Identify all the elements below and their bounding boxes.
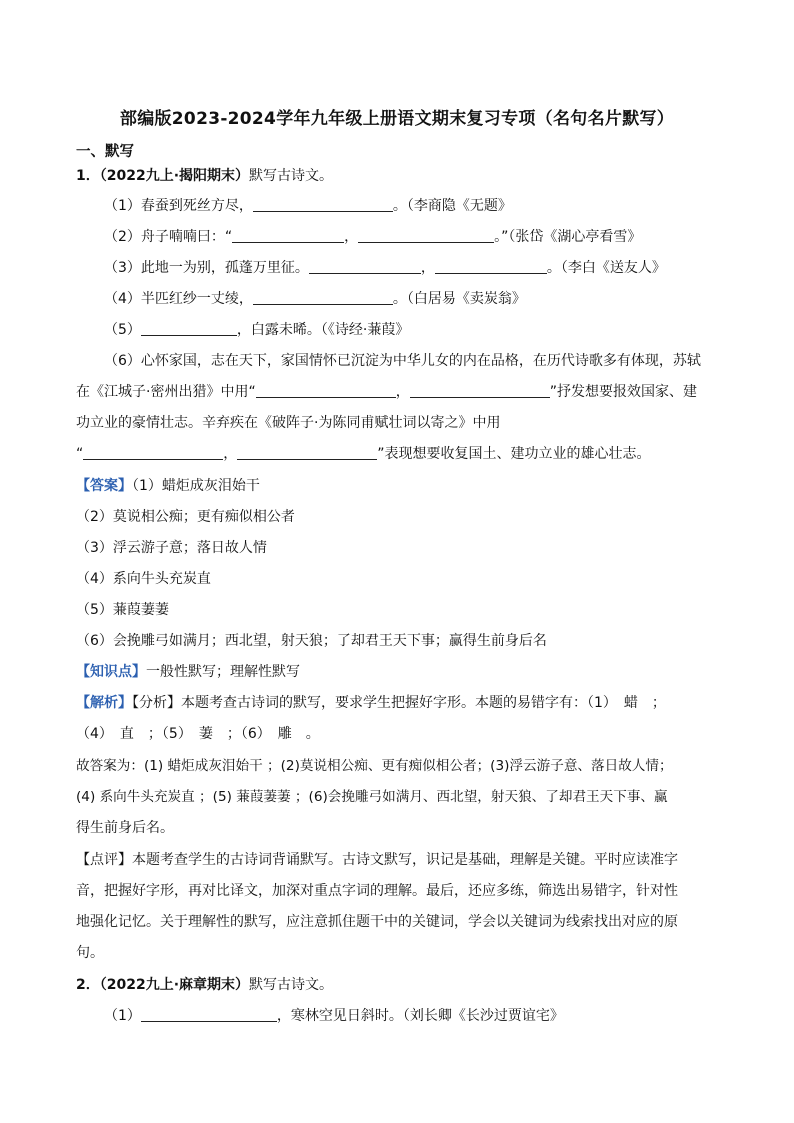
item-text: （1）春蚕到死丝方尽， — [104, 198, 253, 214]
knowledge-point — [76, 662, 300, 682]
question-prompt: 默写古诗文。 — [249, 168, 334, 184]
answer-line-1 — [76, 476, 260, 496]
item-text: 。（李白《送友人》 — [546, 260, 666, 276]
conclusion-line-1: 故答案为：(1) 蜡炬成灰泪始干 ；(2)莫说相公痴、更有痴似相公者；(3)浮云游子意、落日故人情； — [76, 758, 673, 774]
answer-line-2: （2）莫说相公痴；更有痴似相公者 — [76, 509, 295, 525]
analysis-tag: 【解析】 — [76, 695, 132, 711]
item-text: （4）半匹红纱一丈绫， — [104, 291, 253, 307]
q1-item-5 — [104, 320, 409, 340]
analysis-line-1 — [76, 693, 666, 713]
answer-blank[interactable] — [410, 383, 550, 398]
answer-tag: 【答案】 — [76, 478, 132, 494]
answer-blank[interactable] — [435, 259, 547, 274]
question-number: 2． — [76, 977, 100, 993]
q1-item-1 — [104, 196, 512, 216]
item-text: ， — [420, 260, 435, 276]
item-text: ， — [344, 229, 359, 245]
comment-line-3: 地强化记忆。关于理解性的默写，应注意抓住题干中的关键词，学会以关键词为线索找出对应的原 — [76, 914, 678, 930]
item-text: ， — [223, 446, 238, 462]
item-text: （3）此地一为别，孤蓬万里征。 — [104, 260, 309, 276]
item-text: 。”（张岱《湖心亭看雪》 — [494, 229, 642, 245]
question-number: 1． — [76, 168, 100, 184]
q1-item-4 — [104, 289, 526, 309]
page-title: 部编版2023-2024学年九年级上册语文期末复习专项（名句名片默写） — [119, 109, 675, 129]
q1-item-3 — [104, 258, 666, 278]
question-1-header — [76, 166, 333, 186]
answer-blank[interactable] — [237, 445, 377, 460]
item-text: （2）舟子喃喃曰：“ — [104, 229, 233, 245]
knowledge-tag: 【知识点】 — [76, 664, 146, 680]
item-text: ，白露未晞。（《诗经·蒹葭》 — [236, 322, 410, 338]
answer-blank[interactable] — [83, 445, 223, 460]
item-text: ”表现想要收复国土、建功立业的雄心壮志。 — [377, 446, 651, 462]
answer-blank[interactable] — [256, 383, 396, 398]
question-prompt: 默写古诗文。 — [249, 977, 334, 993]
conclusion-line-3: 得生前身后名。 — [76, 820, 174, 836]
question-2-header — [76, 975, 333, 995]
item-text: ，寒林空见日斜时。（刘长卿《长沙过贾谊宅》 — [276, 1008, 564, 1024]
q1-item-6-line-1: （6）心怀家国，志在天下，家国情怀已沉淀为中华儿女的内在品格，在历代诗歌多有体现，苏轼 — [104, 353, 701, 369]
answer-blank[interactable] — [309, 259, 421, 274]
q1-item-6-line-2 — [76, 382, 697, 402]
answer-text: （1）蜡炬成灰泪始干 — [132, 478, 260, 494]
q2-item-1 — [104, 1006, 564, 1026]
item-text: （1） — [104, 1008, 141, 1024]
answer-line-4: （4）系向牛头充炭直 — [76, 571, 211, 587]
question-source: （2022九上·麻章期末） — [99, 977, 250, 993]
item-text: ”抒发想要报效国家、建 — [549, 384, 697, 400]
q1-item-6-line-4 — [76, 444, 651, 464]
answer-line-3: （3）浮云游子意；落日故人情 — [76, 540, 267, 556]
answer-blank[interactable] — [141, 1007, 277, 1022]
comment-line-4: 句。 — [76, 945, 104, 961]
analysis-text: 【分析】本题考查古诗词的默写，要求学生把握好字形。本题的易错字有：（1） 蜡 ； — [132, 695, 666, 711]
q1-item-6-line-3: 功立业的豪情壮志。辛弃疾在《破阵子·为陈同甫赋壮词以寄之》中用 — [76, 415, 501, 431]
item-text: 。（白居易《卖炭翁》 — [392, 291, 526, 307]
answer-blank[interactable] — [358, 228, 494, 243]
analysis-line-2: （4） 直 ；（5） 萋 ；（6） 雕 。 — [76, 726, 320, 742]
comment-line-2: 音，把握好字形，再对比译文，加深对重点字词的理解。最后，还应多练，筛选出易错字，针对性 — [76, 883, 678, 899]
question-source: （2022九上·揭阳期末） — [99, 168, 250, 184]
q1-item-2 — [104, 227, 641, 247]
answer-blank[interactable] — [253, 197, 393, 212]
item-text: “ — [76, 446, 84, 462]
answer-blank[interactable] — [253, 290, 393, 305]
item-text: 在《江城子·密州出猎》中用“ — [76, 384, 256, 400]
answer-line-6: （6）会挽雕弓如满月；西北望，射天狼；了却君王天下事；赢得生前身后名 — [76, 633, 547, 649]
conclusion-line-2: (4) 系向牛头充炭直 ；(5) 蒹葭萋萋 ；(6)会挽雕弓如满月、西北望，射天狼、了却君王天下事、赢 — [76, 789, 668, 805]
comment-line-1: 【点评】本题考查学生的古诗词背诵默写。古诗文默写，识记是基础，理解是关键。平时应读准字 — [76, 852, 678, 868]
knowledge-text: 一般性默写；理解性默写 — [146, 664, 300, 680]
item-text: （5） — [104, 322, 141, 338]
section-heading: 一、默写 — [76, 144, 134, 160]
answer-line-5: （5）蒹葭萋萋 — [76, 602, 169, 618]
answer-blank[interactable] — [141, 321, 237, 336]
answer-blank[interactable] — [232, 228, 344, 243]
item-text: ， — [395, 384, 410, 400]
item-text: 。（李商隐《无题》 — [392, 198, 512, 214]
